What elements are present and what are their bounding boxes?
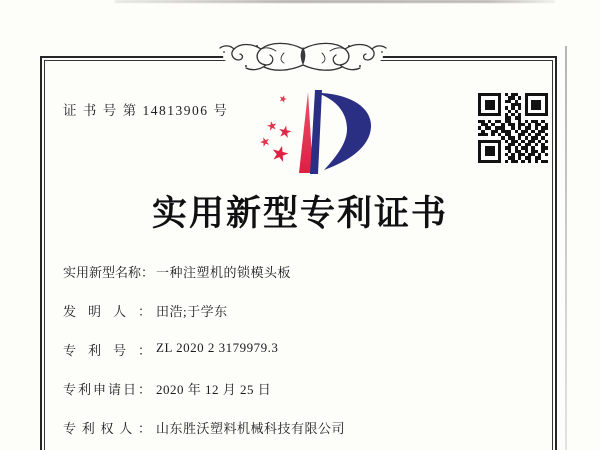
- field-value: ZL 2020 2 3179979.3: [156, 340, 279, 355]
- field-value: 2020 年 12 月 25 日: [156, 382, 272, 397]
- scan-shadow: [115, 0, 555, 3]
- certificate-title: 实用新型专利证书: [151, 194, 448, 233]
- field-row-name: [63, 262, 543, 280]
- certificate-number: 证 书 号 第 14813906 号: [63, 103, 229, 118]
- field-value: 田浩;于学东: [156, 304, 228, 319]
- field-row-filing-date: [63, 379, 543, 397]
- field-label: 发明人：: [63, 304, 151, 319]
- field-label: 专利权人：: [63, 421, 151, 436]
- scroll-flourish-icon: [210, 40, 396, 78]
- cnipa-patent-logo-icon: [250, 87, 385, 179]
- certificate-fields: [63, 262, 543, 450]
- qr-code: [478, 93, 548, 163]
- scan-paper-edge: [565, 46, 567, 450]
- field-label: 专利号：: [63, 343, 151, 358]
- field-label: 专利申请日：: [63, 382, 151, 397]
- field-label: 实用新型名称：: [63, 265, 155, 280]
- field-row-patentee: [63, 418, 543, 436]
- field-value: 一种注塑机的锁模头板: [156, 265, 292, 280]
- field-value: 山东胜沃塑料机械科技有限公司: [156, 421, 346, 436]
- field-row-patent-no: [63, 340, 543, 358]
- field-row-inventor: [63, 301, 543, 319]
